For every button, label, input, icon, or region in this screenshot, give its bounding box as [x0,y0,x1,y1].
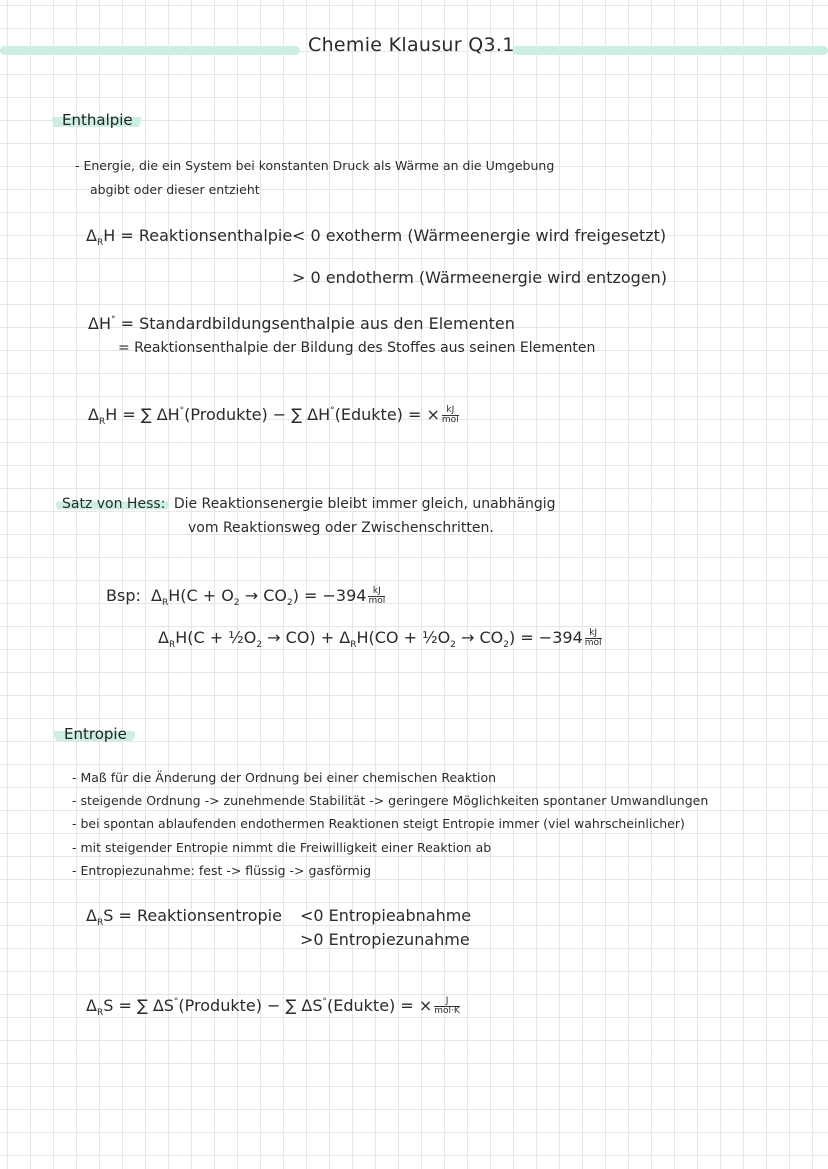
hess-statement [56,496,556,512]
entropie-bullet-4: - mit steigender Entropie nimmt die Freiwilligkeit einer Reaktion ab [72,840,492,855]
title-bar-right [512,46,828,55]
hess-example-line1 [106,586,385,608]
example2-part4: → CO [455,628,504,647]
reaction-enthalpy-definition [86,226,292,248]
reaction-enthalpy-label: H = Reaktionsenthalpie [103,226,293,245]
formula-end: (Edukte) = × [334,405,440,424]
entropy-unit-num: J [434,997,460,1007]
example2-part3: H(CO + ½O [356,628,451,647]
example-product: → CO [239,586,287,605]
example-unit-num: kJ [368,587,385,597]
title-bar-left [0,46,300,55]
entropie-bullet-3: - bei spontan ablaufenden endothermen Reaktionen steigt Entropie immer (viel wahrscheinlicher) [72,816,685,831]
hess-label: Satz von Hess: [56,496,169,512]
entropy-unit [434,997,460,1016]
delta-symbol: Δ [86,226,97,245]
example2-delta1: Δ [158,628,169,647]
formula-delta: Δ [88,405,99,424]
example-o2-sub: 2 [233,598,240,608]
subscript-r: R [96,238,104,248]
example2-value: ) = −394 [508,628,583,647]
entropy-decrease: <0 Entropieabnahme [300,906,472,925]
degree-superscript: ° [110,315,116,325]
entropy-formula-sub: R [96,1008,104,1018]
hess-example-line2 [158,628,602,650]
heading-enthalpie: Enthalpie [52,110,141,130]
example2-unit [585,629,602,648]
reaction-entropy-label: S = Reaktionsentropie [103,906,282,925]
entropie-bullet-5: - Entropiezunahme: fest -> flüssig -> gasförmig [72,863,372,878]
unit-fraction [442,406,459,425]
formula-mid: (Produkte) − ∑ ΔH [184,405,331,424]
unit-denominator: mol [441,415,459,425]
hess-text-line2: vom Reaktionsweg oder Zwischenschritten. [188,520,494,536]
example2-sub-r1: R [168,640,176,650]
enthalpie-definition-line1: - Energie, die ein System bei konstanten Druck als Wärme an die Umgebung [75,158,555,173]
example2-co2-sub: 2 [503,640,509,650]
hess-text-line1: Die Reaktionsenergie bleibt immer gleich, unabhängig [173,496,556,512]
entropy-unit-den: mol·K [434,1006,460,1016]
example-value: ) = −394 [292,586,367,605]
formula-lhs: H = ∑ ΔH [105,405,180,424]
formula-sub-r: R [98,417,106,427]
heading-entropie: Entropie [54,724,135,744]
entropy-formula-delta: Δ [86,996,97,1015]
entropy-increase: >0 Entropiezunahme [300,930,470,949]
example-unit [368,587,385,606]
example2-unit-den: mol [584,638,602,648]
example-prefix: Bsp: [106,586,141,605]
entropie-bullet-2: - steigende Ordnung -> zunehmende Stabilität -> geringere Möglichkeiten spontaner Umwandlungen [72,793,709,808]
entropy-formula-sup2: ° [322,997,328,1007]
formula-sup2: ° [330,406,335,416]
example-reactants: H(C + O [168,586,234,605]
standard-enthalpy-line2: = Reaktionsenthalpie der Bildung des Stoffes aus seinen Elementen [118,340,596,356]
standard-enthalpy-definition [88,314,515,333]
example2-part1: H(C + ½O [175,628,257,647]
example2-sub-r2: R [350,640,357,650]
example2-o2-sub2: 2 [450,640,456,650]
example2-unit-num: kJ [585,629,602,639]
standard-enthalpy-line1: = Standardbildungsenthalpie aus den Elementen [120,314,515,333]
endotherm-condition: > 0 endotherm (Wärmeenergie wird entzogen) [292,268,668,287]
standard-enthalpy-symbol: ΔH [88,314,111,333]
formula-sup1: ° [179,406,185,416]
example-co2-sub: 2 [286,598,293,608]
example2-part2: → CO) + Δ [262,628,351,647]
enthalpy-formula [88,405,459,427]
entropy-sub-r: R [96,918,104,928]
entropy-formula-lhs: S = ∑ ΔS [103,996,174,1015]
enthalpie-definition-line2: abgibt oder dieser entzieht [90,182,260,197]
entropy-formula-mid: (Produkte) − ∑ ΔS [178,996,323,1015]
example-unit-den: mol [368,596,386,606]
entropie-bullet-1: - Maß für die Änderung der Ordnung bei einer chemischen Reaktion [72,770,497,785]
example2-o2-sub: 2 [256,640,263,650]
example-sub-r: R [161,598,169,608]
entropy-formula [86,996,460,1018]
exotherm-condition: < 0 exotherm (Wärmeenergie wird freigesetzt) [292,226,667,245]
entropy-delta: Δ [86,906,97,925]
page-title: Chemie Klausur Q3.1 [308,34,515,56]
entropy-formula-sup1: ° [173,997,179,1007]
example-delta: Δ [151,586,162,605]
unit-numerator: kJ [442,406,459,416]
reaction-entropy-definition [86,906,282,928]
entropy-formula-end: (Edukte) = × [327,996,433,1015]
